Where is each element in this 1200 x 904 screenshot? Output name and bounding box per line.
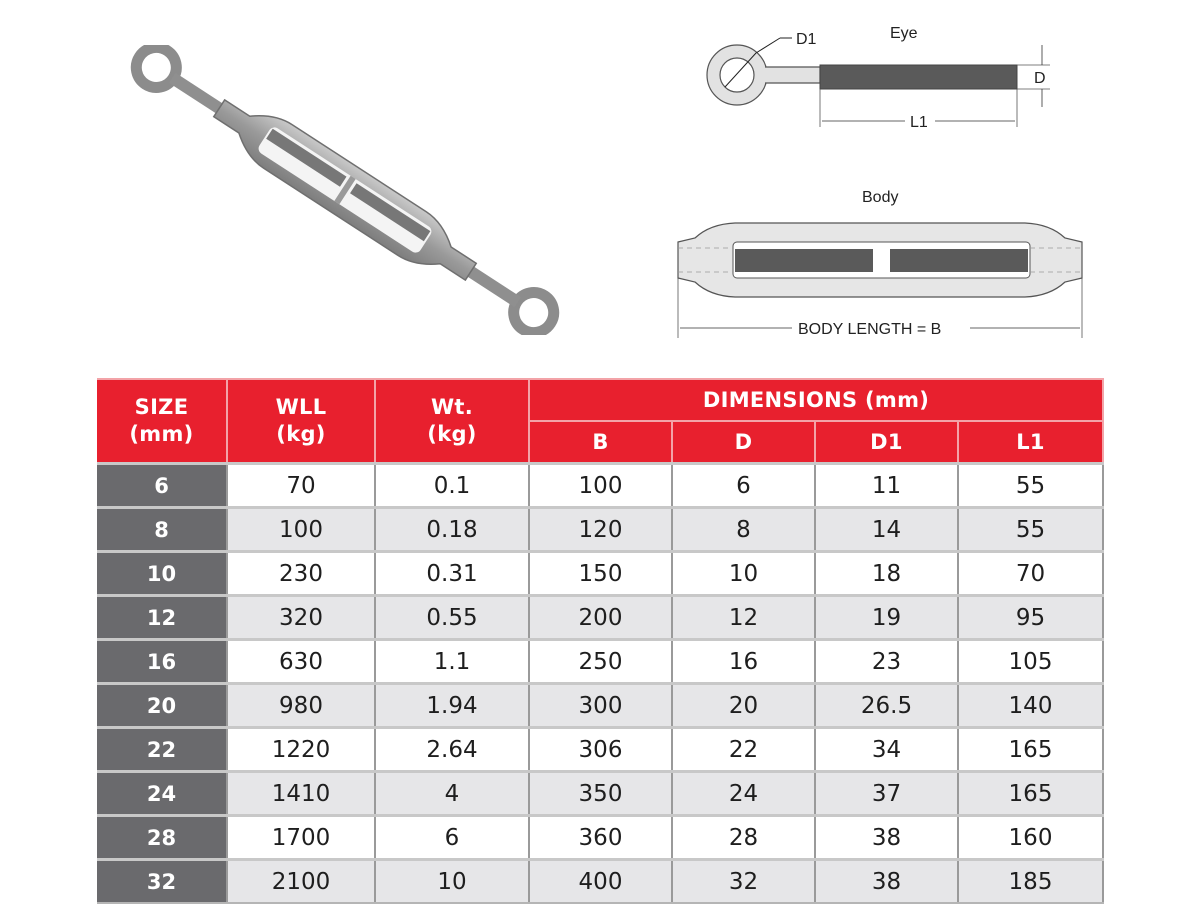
header-l1: L1 [958, 421, 1103, 464]
header-d1: D1 [815, 421, 958, 464]
cell-l1: 55 [958, 508, 1103, 552]
cell-wll: 1220 [227, 728, 375, 772]
cell-d: 28 [672, 816, 815, 860]
cell-l1: 160 [958, 816, 1103, 860]
cell-wt: 0.1 [375, 464, 529, 508]
table-row [97, 772, 1103, 816]
cell-size: 12 [97, 596, 227, 640]
cell-size: 16 [97, 640, 227, 684]
cell-wll: 70 [227, 464, 375, 508]
cell-wll: 630 [227, 640, 375, 684]
cell-size: 22 [97, 728, 227, 772]
cell-wt: 4 [375, 772, 529, 816]
cell-l1: 55 [958, 464, 1103, 508]
cell-d1: 34 [815, 728, 958, 772]
table-body [97, 464, 1103, 904]
cell-wt: 0.18 [375, 508, 529, 552]
cell-size: 6 [97, 464, 227, 508]
table-row [97, 728, 1103, 772]
cell-d1: 38 [815, 860, 958, 904]
cell-d: 12 [672, 596, 815, 640]
cell-wt: 2.64 [375, 728, 529, 772]
cell-l1: 105 [958, 640, 1103, 684]
table-row [97, 596, 1103, 640]
turnbuckle-product-image [110, 45, 580, 335]
l1-label: L1 [910, 114, 928, 130]
cell-d1: 37 [815, 772, 958, 816]
cell-d: 10 [672, 552, 815, 596]
cell-b: 360 [529, 816, 672, 860]
cell-b: 120 [529, 508, 672, 552]
body-diagram [670, 180, 1110, 350]
cell-l1: 165 [958, 772, 1103, 816]
cell-wt: 0.31 [375, 552, 529, 596]
cell-d: 24 [672, 772, 815, 816]
cell-d1: 23 [815, 640, 958, 684]
cell-b: 306 [529, 728, 672, 772]
cell-wt: 6 [375, 816, 529, 860]
cell-size: 24 [97, 772, 227, 816]
cell-wll: 1410 [227, 772, 375, 816]
d1-label: D1 [796, 31, 817, 48]
cell-d: 20 [672, 684, 815, 728]
table-row [97, 640, 1103, 684]
cell-size: 20 [97, 684, 227, 728]
header-b: B [529, 421, 672, 464]
cell-wt: 10 [375, 860, 529, 904]
cell-wll: 230 [227, 552, 375, 596]
cell-d: 16 [672, 640, 815, 684]
body-title: Body [862, 189, 899, 206]
header-size: SIZE (mm) [97, 379, 227, 464]
cell-b: 200 [529, 596, 672, 640]
header-wll: WLL (kg) [227, 379, 375, 464]
cell-wll: 1700 [227, 816, 375, 860]
cell-b: 400 [529, 860, 672, 904]
eye-title: Eye [890, 25, 918, 42]
body-length-label: BODY LENGTH = B [798, 321, 942, 338]
cell-d1: 11 [815, 464, 958, 508]
eye-bolt-diagram [690, 15, 1070, 130]
cell-size: 8 [97, 508, 227, 552]
cell-wt: 0.55 [375, 596, 529, 640]
header-dimensions: DIMENSIONS (mm) [529, 379, 1103, 421]
cell-wll: 980 [227, 684, 375, 728]
table-row [97, 464, 1103, 508]
cell-b: 300 [529, 684, 672, 728]
table-row [97, 508, 1103, 552]
header-weight: Wt. (kg) [375, 379, 529, 464]
cell-size: 10 [97, 552, 227, 596]
cell-d: 6 [672, 464, 815, 508]
cell-l1: 95 [958, 596, 1103, 640]
table-row [97, 684, 1103, 728]
cell-wll: 320 [227, 596, 375, 640]
cell-d: 22 [672, 728, 815, 772]
cell-b: 150 [529, 552, 672, 596]
header-d: D [672, 421, 815, 464]
cell-l1: 70 [958, 552, 1103, 596]
cell-wt: 1.1 [375, 640, 529, 684]
cell-wll: 100 [227, 508, 375, 552]
cell-l1: 165 [958, 728, 1103, 772]
cell-d: 32 [672, 860, 815, 904]
cell-l1: 140 [958, 684, 1103, 728]
cell-wll: 2100 [227, 860, 375, 904]
cell-b: 350 [529, 772, 672, 816]
cell-d1: 26.5 [815, 684, 958, 728]
cell-d1: 18 [815, 552, 958, 596]
cell-l1: 185 [958, 860, 1103, 904]
cell-d1: 38 [815, 816, 958, 860]
cell-b: 100 [529, 464, 672, 508]
cell-d: 8 [672, 508, 815, 552]
table-row [97, 860, 1103, 904]
cell-b: 250 [529, 640, 672, 684]
d-label: D [1034, 70, 1046, 87]
cell-d1: 14 [815, 508, 958, 552]
table-row [97, 816, 1103, 860]
cell-wt: 1.94 [375, 684, 529, 728]
cell-size: 28 [97, 816, 227, 860]
table-row [97, 552, 1103, 596]
cell-d1: 19 [815, 596, 958, 640]
cell-size: 32 [97, 860, 227, 904]
turnbuckle-spec-table [97, 378, 1104, 904]
